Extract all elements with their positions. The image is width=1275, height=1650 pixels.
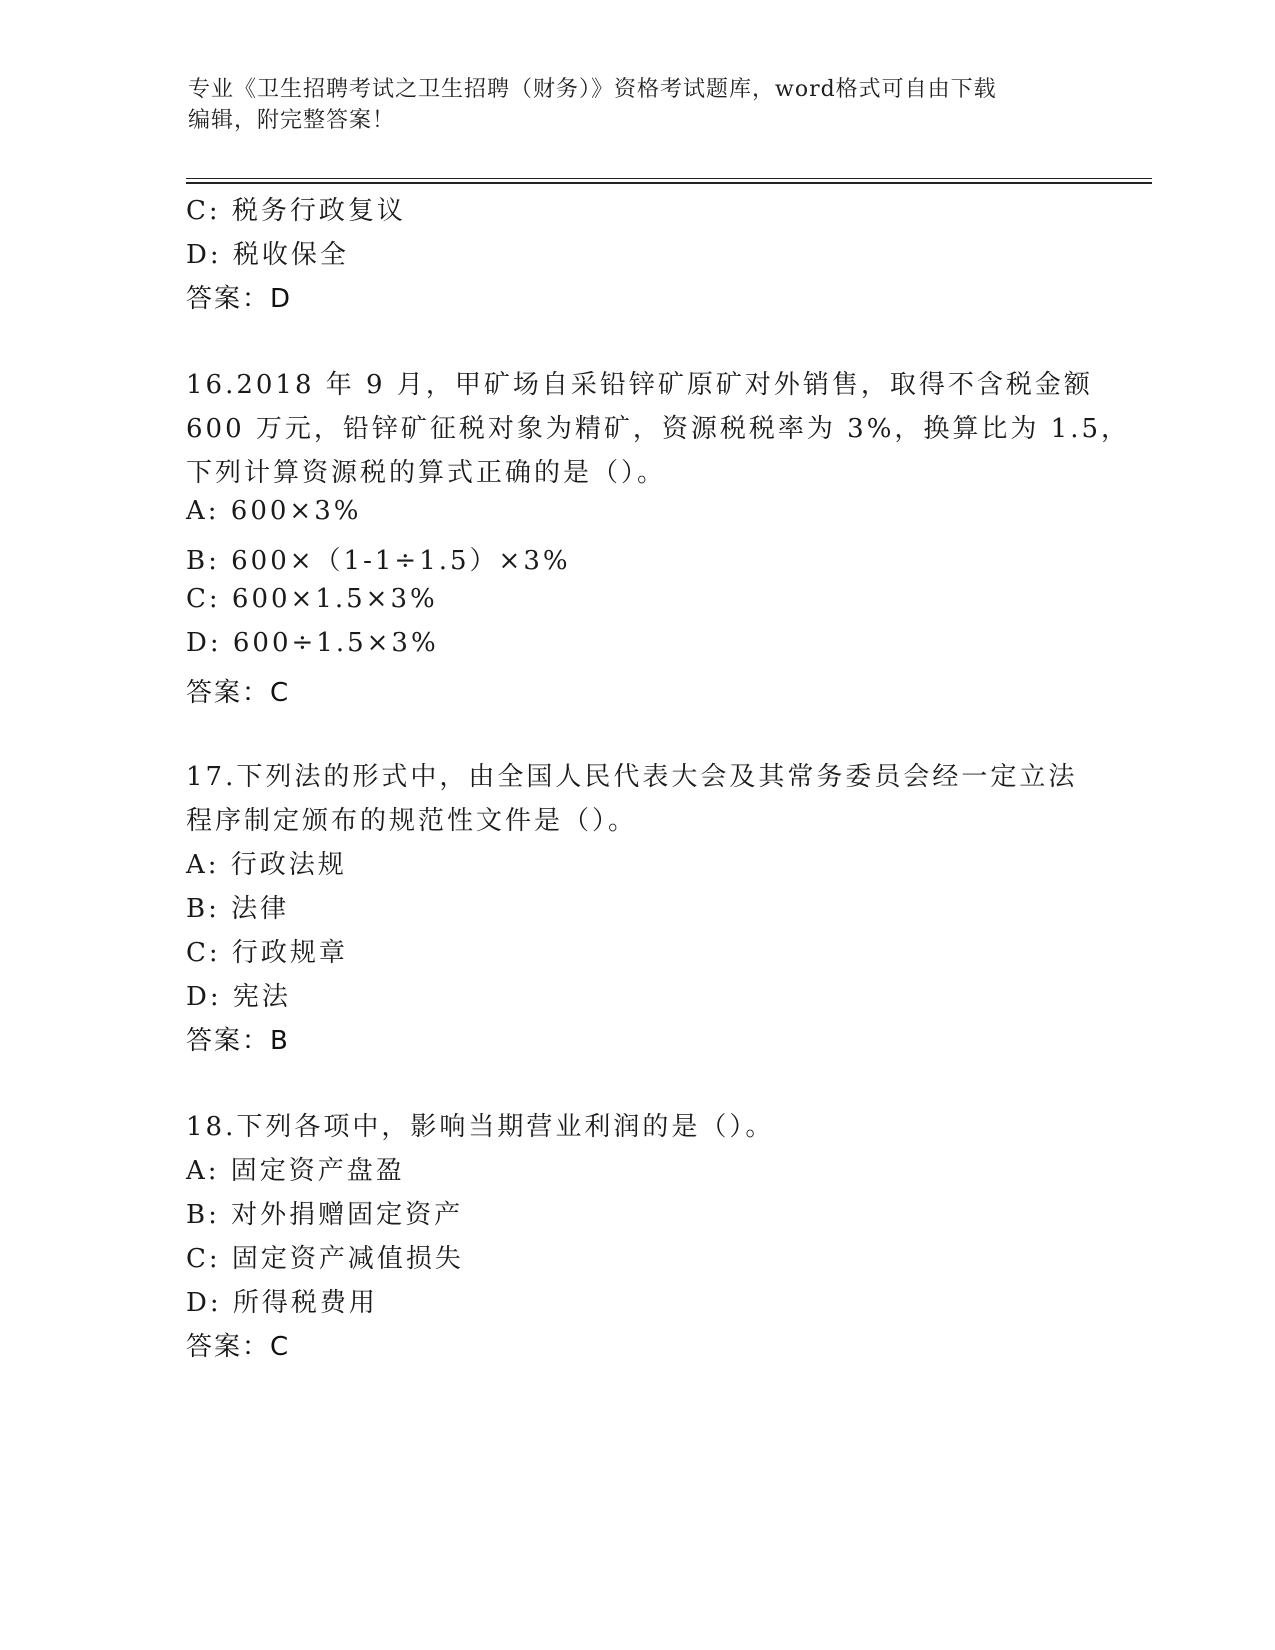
question-16-option-d: D: 600÷1.5×3% — [186, 628, 439, 658]
question-18-option-a: A: 固定资产盘盈 — [186, 1156, 405, 1186]
question-18-option-d: D: 所得税费用 — [186, 1288, 378, 1318]
question-18-option-c: C: 固定资产减值损失 — [186, 1244, 464, 1274]
question-16-option-c: C: 600×1.5×3% — [186, 584, 438, 614]
option-c: C: 税务行政复议 — [186, 196, 406, 226]
question-16-answer: 答案：C — [186, 678, 291, 708]
question-18-answer: 答案：C — [186, 1332, 291, 1362]
answer-label: 答案：D — [186, 284, 293, 314]
question-17-option-a: A: 行政法规 — [186, 850, 347, 880]
question-16-stem-line-2: 600 万元，铅锌矿征税对象为精矿，资源税税率为 3%，换算比为 1.5， — [186, 414, 1131, 444]
header-line-2: 编辑，附完整答案！ — [188, 108, 396, 133]
question-17-stem-line-1: 17.下列法的形式中，由全国人民代表大会及其常务委员会经一定立法 — [186, 762, 1078, 792]
question-17-answer: 答案：B — [186, 1026, 290, 1056]
document-header — [188, 74, 1068, 136]
question-18-stem-line-1: 18.下列各项中，影响当期营业利润的是（）。 — [186, 1112, 775, 1142]
question-16-stem-line-1: 16.2018 年 9 月，甲矿场自采铅锌矿原矿对外销售，取得不含税金额 — [186, 370, 1093, 400]
header-divider-thin — [186, 178, 1152, 179]
question-17-option-d: D: 宪法 — [186, 982, 291, 1012]
header-divider-thick — [186, 182, 1152, 184]
question-18-option-b: B: 对外捐赠固定资产 — [186, 1200, 464, 1230]
option-d: D: 税收保全 — [186, 240, 349, 270]
header-line-1: 专业《卫生招聘考试之卫生招聘（财务）》资格考试题库，word格式可自由下载 — [188, 77, 997, 102]
question-16-stem-line-3: 下列计算资源税的算式正确的是（）。 — [186, 458, 667, 488]
question-17-option-c: C: 行政规章 — [186, 938, 348, 968]
question-16-option-b: B: 600×（1-1÷1.5）×3% — [186, 546, 571, 576]
question-17-option-b: B: 法律 — [186, 894, 290, 924]
question-16-option-a: A: 600×3% — [186, 496, 362, 526]
question-17-stem-line-2: 程序制定颁布的规范性文件是（）。 — [186, 806, 638, 836]
